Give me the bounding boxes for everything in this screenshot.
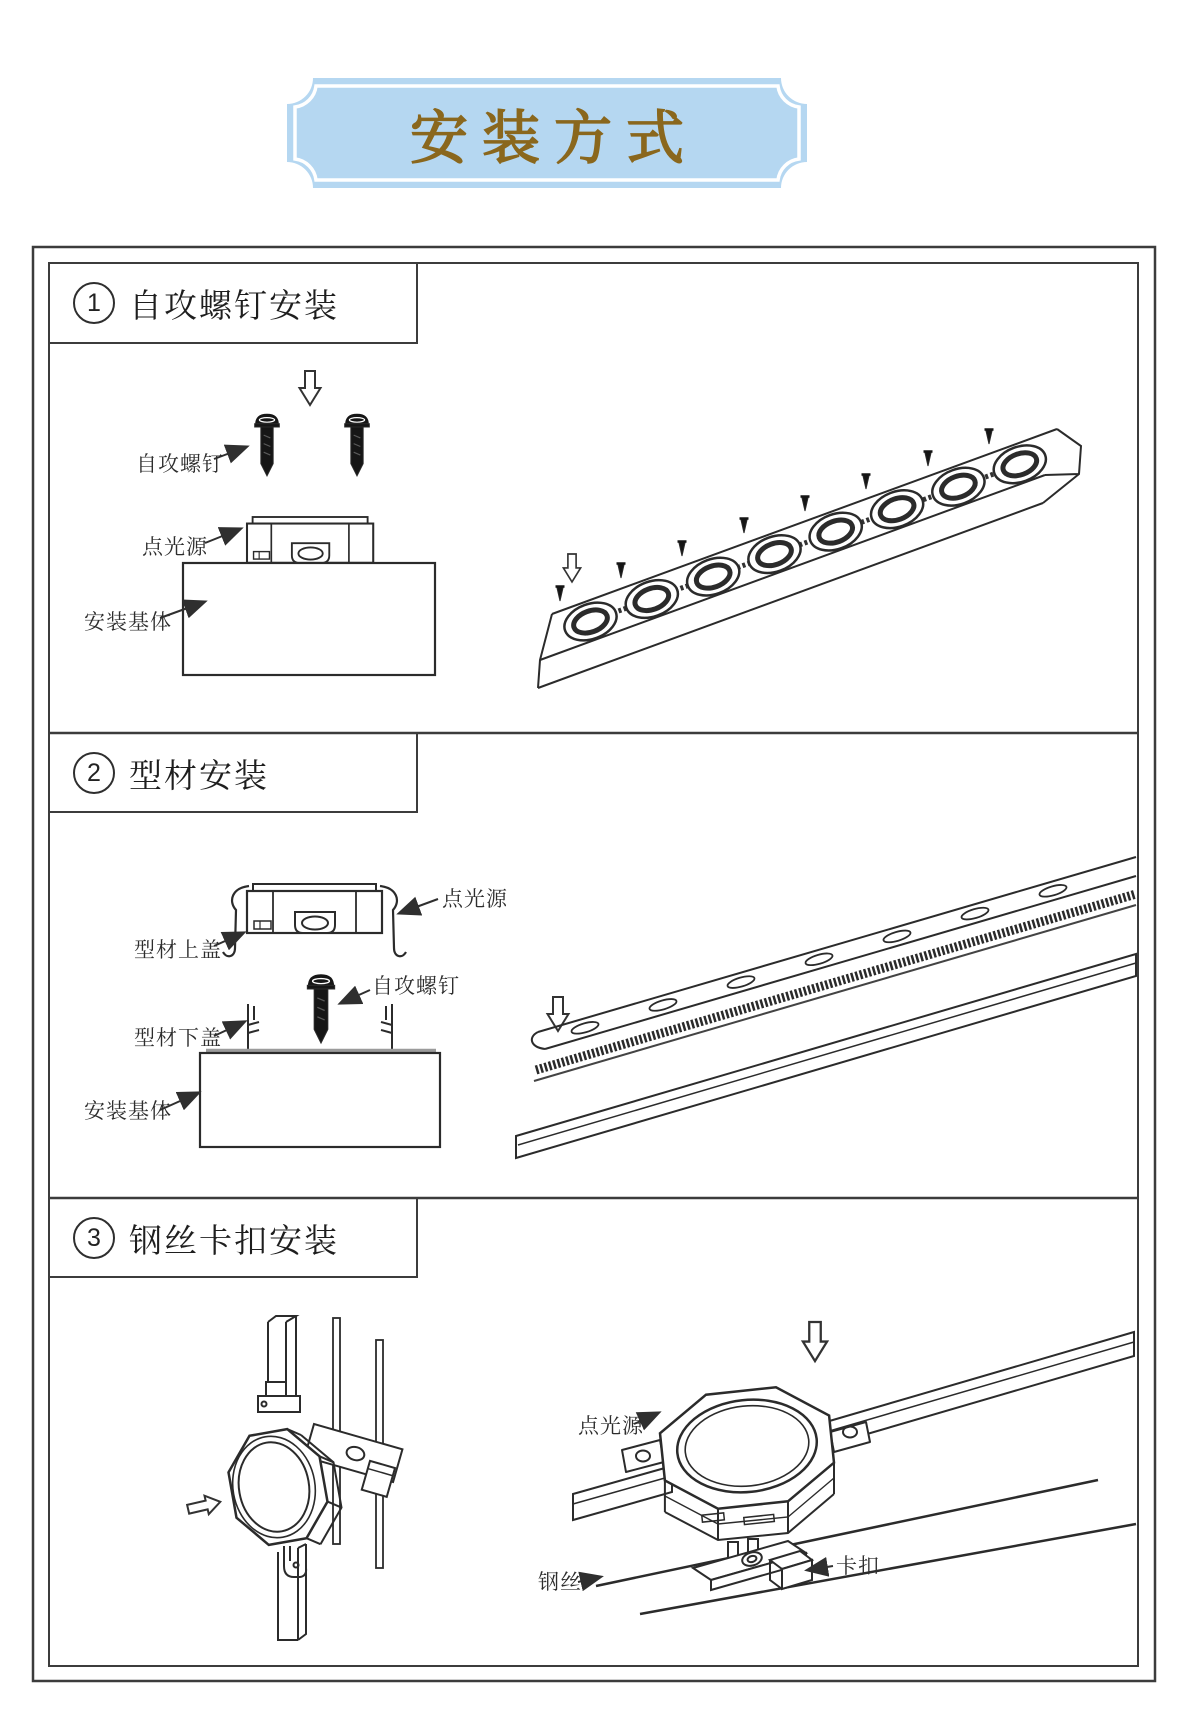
label-light-source: 点光源	[142, 536, 208, 559]
down-arrow-icon	[563, 554, 580, 582]
mounting-base-box	[200, 1053, 440, 1147]
small-screw-pins	[556, 430, 994, 602]
wire-clamp	[693, 1539, 812, 1590]
led-strip	[536, 894, 1136, 1070]
diagram-wire-buckle-front	[186, 1316, 402, 1640]
module-top-bracket	[258, 1382, 300, 1412]
screw-icon	[255, 414, 280, 476]
bottom-cover-clip-right	[381, 1004, 392, 1051]
diagram-profile-install-3d	[516, 857, 1136, 1158]
label-light-source: 点光源	[578, 1415, 644, 1438]
bottom-cover-clip-left	[248, 1004, 259, 1051]
page-title: 安装方式	[409, 106, 698, 171]
label-light-source: 点光源	[442, 888, 508, 911]
section-2-number-badge: 2	[73, 752, 115, 794]
light-module-side	[247, 884, 382, 933]
down-arrow-icon	[300, 371, 321, 405]
label-self-tapping-screw: 自攻螺钉	[136, 453, 224, 476]
mounting-base-box	[183, 563, 435, 675]
screw-icon	[345, 414, 370, 476]
strip-edge	[534, 905, 1136, 1081]
label-mounting-base: 安装基体	[84, 611, 172, 634]
light-module-side	[247, 517, 373, 563]
label-mounting-base: 安装基体	[84, 1100, 172, 1123]
screw-icon	[307, 975, 334, 1043]
section-3-header	[49, 1198, 417, 1278]
module-bottom-hook	[284, 1546, 306, 1577]
diagram-screw-install-side	[160, 371, 435, 675]
diagram-screw-install-3d	[538, 429, 1081, 688]
section-3-number-badge: 3	[73, 1217, 115, 1259]
section-1-title: 自攻螺钉安装	[129, 286, 339, 324]
spring-clip-right	[380, 886, 406, 956]
section-1-number-badge: 1	[73, 282, 115, 324]
label-profile-bottom-cover: 型材下盖	[134, 1027, 222, 1050]
label-profile-top-cover: 型材上盖	[134, 939, 222, 962]
section-2-title: 型材安装	[129, 756, 269, 794]
label-buckle: 卡扣	[836, 1555, 880, 1578]
label-self-tapping-screw: 自攻螺钉	[372, 975, 460, 998]
spring-clip-left	[223, 886, 249, 956]
section-1-header	[49, 263, 417, 343]
label-steel-wire: 钢丝	[538, 1571, 582, 1594]
down-arrow-icon	[803, 1322, 827, 1361]
section-3-title: 钢丝卡扣安装	[129, 1221, 339, 1259]
section-2-header	[49, 733, 417, 813]
profile-top-rail	[532, 857, 1136, 1049]
octagon-module-3d	[660, 1387, 834, 1540]
diagram-profile-install-side	[160, 884, 440, 1147]
insert-arrow-icon	[186, 1493, 222, 1519]
